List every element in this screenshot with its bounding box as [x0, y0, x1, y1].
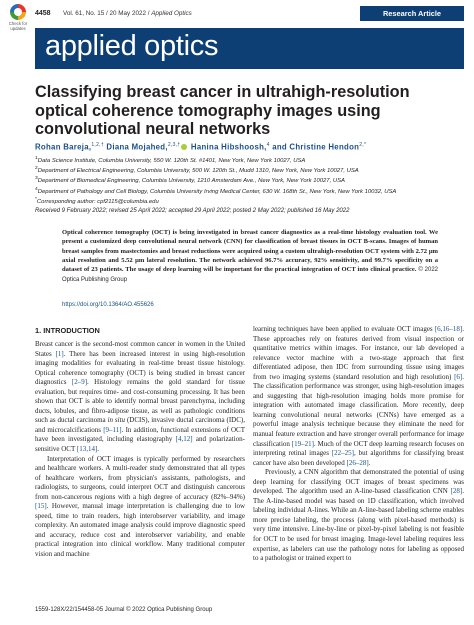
citation-link[interactable]: [13,14] — [76, 445, 98, 454]
running-header — [35, 6, 464, 21]
body-text: learning techniques have been applied to evaluate OCT images — [253, 325, 435, 333]
affiliation-marker: * — [35, 196, 37, 202]
check-for-updates-label: Check for updates — [8, 21, 28, 31]
affiliation — [35, 165, 464, 175]
affiliation-text: Department of Electrical Engineering, Columbia University, 500 W. 120th St., Mudd 1310, New York, New York 10027, USA — [37, 168, 359, 175]
body-paragraph — [253, 468, 464, 563]
corresponding-author-text: Corresponding author: cpf2115@columbia.edu — [36, 198, 159, 205]
citation-link[interactable]: [6] — [454, 372, 463, 381]
author-name[interactable]: Rohan Bareja, — [35, 142, 92, 152]
body-text: . The classification performance was stronger, using high-resolution images and suggesting that high-resolution imaging holds more promise for integration with automated image classification. More recently, deep learning convolutional neural networks (CNNs) have emerged as a powerful image analysis technique because they eliminate the need for manual feature extraction and have stronger overall performance for image classification — [253, 372, 464, 448]
check-for-updates-badge[interactable] — [5, 3, 31, 33]
journal-name: Applied Optics — [151, 10, 192, 17]
citation-link[interactable]: [9–11] — [103, 425, 122, 434]
affiliation-marker: 3 — [35, 176, 38, 182]
citation-link[interactable]: [28] — [450, 487, 463, 496]
body-text: Previously, a CNN algorithm that demonstrated the potential of using deep learning for classifying OCT images of breast specimens was developed. The algorithm used an A-line-based classification CNN — [253, 468, 464, 496]
affiliation-text: Data Science Institute, Columbia University, 550 W. 120th St. #1401, New York, New York 10027, USA — [37, 157, 306, 164]
section-heading: 1. INTRODUCTION — [35, 326, 100, 335]
body-text: . Histology remains the gold standard for tissue evaluation, but requires time- and cost-consuming processing. It has been shown that OCT is able to identify normal breast parenchyma, including ducts, lobules, and fibro-adipose tissue, as well as pathologic conditions such as ductal carcinoma — [35, 378, 245, 425]
author-affiliation-marker: 4 — [266, 142, 270, 148]
affiliation-marker: 1 — [35, 156, 38, 161]
affiliation — [35, 186, 464, 196]
body-paragraph — [253, 325, 464, 468]
abstract-copyright: © 2022 Optica Publishing Group — [62, 267, 439, 284]
body-text: . These approaches rely on features derived from visual inspection or quantitative metrics within images. For instance, our lab developed a relevance vector machine with a two-stage approach that first differentiated adipose, then IDC from surrounding tissue using images from two imaging systems (standard resolution and high resolution) — [253, 325, 464, 381]
journal-volume-issue: Vol. 61, No. 15 / 20 May 2022 / — [63, 10, 152, 17]
body-text: . However, manual image interpretation is challenging due to low speed, time to train readers, high interobserver variability, and image complexity. An automated image analysis could improve diagnostic speed and accuracy, reduce cost and interobserver variability, and enable practical integration into clinical workflow. Many traditional computer vision and machine — [35, 502, 245, 559]
author-name[interactable]: Hanina Hibshoosh, — [190, 142, 267, 152]
citation-link[interactable]: [1] — [55, 349, 64, 358]
citation-link[interactable]: [2–9] — [71, 378, 88, 387]
citation-link[interactable]: [4,12] — [175, 435, 193, 444]
body-text: Interpretation of OCT images is typically performed by researchers and healthcare workers. A multi-reader study demonstrated that all types of healthcare workers, from physician's assistants, pathologists, and radiologists, to surgeons, could interpret OCT and distinguish cancerous from non-cancerous regions with a high degree of accuracy (82%–94%) — [35, 454, 245, 501]
body-text: , but algorithms for classifying breast cancer have also been developed — [253, 449, 464, 467]
page-footer: 1559-128X/22/154458-05 Journal © 2022 Optica Publishing Group — [35, 607, 213, 613]
affiliation-text: Department of Pathology and Cell Biology, Columbia University Irving Medical Center, 630 W. 168th St., New York, New York 10032, USA — [37, 188, 397, 195]
body-text: Breast cancer is the second-most common cancer in women in the United States — [35, 340, 245, 358]
body-text: . Much of the OCT deep learning research focuses on interpreting retinal images — [253, 439, 464, 458]
body-text: . In addition, functional extensions of OCT have been investigated, including elastography — [35, 425, 245, 444]
body-text: (DCIS), invasive ductal carcinoma (IDC), and microcalcifications — [35, 416, 245, 434]
right-column — [253, 325, 464, 564]
publication-history: Received 9 February 2022; revised 25 April 2022; accepted 29 April 2022; posted 2 May 2022; published 16 May 2022 — [35, 208, 350, 214]
author-name[interactable]: and Christine Hendon — [272, 142, 360, 152]
body-text: . — [368, 458, 371, 467]
author-affiliation-marker: 2,* — [359, 142, 367, 148]
affiliation-marker: 2 — [35, 166, 38, 172]
corresponding-author[interactable] — [35, 196, 464, 206]
orcid-icon[interactable] — [181, 144, 187, 150]
left-column — [35, 340, 245, 560]
affiliation-text: Department of Biomedical Engineering, Columbia University, 1210 Amsterdam Ave., New York, New York 10027, USA — [37, 178, 345, 185]
affiliations — [35, 155, 464, 206]
body-paragraph — [35, 455, 245, 560]
journal-reference — [63, 10, 192, 17]
citation-link[interactable]: [6,16–18] — [434, 325, 463, 333]
abstract — [62, 228, 438, 286]
doi-link[interactable]: https://doi.org/10.1364/AO.455626 — [62, 302, 154, 308]
citation-link[interactable]: [26–28] — [346, 458, 369, 467]
citation-link[interactable]: [15] — [35, 502, 47, 511]
affiliation — [35, 175, 464, 185]
journal-banner — [35, 28, 464, 69]
author-affiliation-marker: 2,3,† — [167, 142, 181, 148]
affiliation-marker: 4 — [35, 186, 38, 192]
abstract-text: Optical coherence tomography (OCT) is being investigated in breast cancer diagnostics as a real-time histology evaluation tool. We present a customized deep convolutional neural network (CNN) for classification of breast tissues in OCT B-scans. Images of human breast samples from mastectomies and breast reductions were acquired using a custom ultrahigh-resolution OCT system with 2.72 μm axial resolution and 5.52 μm lateral resolution. The network achieved 96.7% accuracy, 92% sensitivity, and 99.7% specificity on a dataset of 23 patients. The usage of deep learning will be important for the practical integration of OCT into clinical practice. — [62, 229, 438, 274]
body-paragraph — [35, 340, 245, 455]
article-title: Classifying breast cancer in ultrahigh-resolution optical coherence tomography images using convolutional neural networks — [35, 83, 410, 139]
body-text: and polarization-sensitive OCT — [35, 435, 245, 454]
author-name[interactable]: Diana Mojahed, — [106, 142, 168, 152]
body-text: . The A-line-based model was based on 1D classification, which involved labeling individual A-lines. While an A-line-based labeling scheme enables more precise labeling, the process (along with pixel-based methods) is very time intensive. Line-by-line or pixel-by-pixel labeling is not feasible for OCT to be used for breast imaging. Image-level labeling requires less expertise, as labelers can use the pathology notes for labeling as opposed to a pathologist or trained expert to — [253, 487, 464, 563]
citation-link[interactable]: [22–25] — [331, 449, 355, 458]
body-text: . There has been increased interest in using high-resolution imaging modalities for evaluating in real-time breast tissue histology. Optical coherence tomography (OCT) is being studied in breast cancer diagnostics — [35, 349, 245, 387]
author-affiliation-marker: 1,2,† — [91, 142, 104, 148]
body-text: . — [97, 445, 100, 454]
affiliation — [35, 155, 464, 165]
citation-link[interactable]: [19–21] — [291, 439, 314, 448]
crossmark-icon — [10, 4, 26, 20]
page-number: 4458 — [35, 10, 51, 17]
author-list — [35, 142, 464, 152]
journal-logo: applied optics — [45, 30, 219, 62]
italic-text: in situ — [107, 416, 126, 425]
article-type-badge: Research Article — [360, 6, 464, 21]
